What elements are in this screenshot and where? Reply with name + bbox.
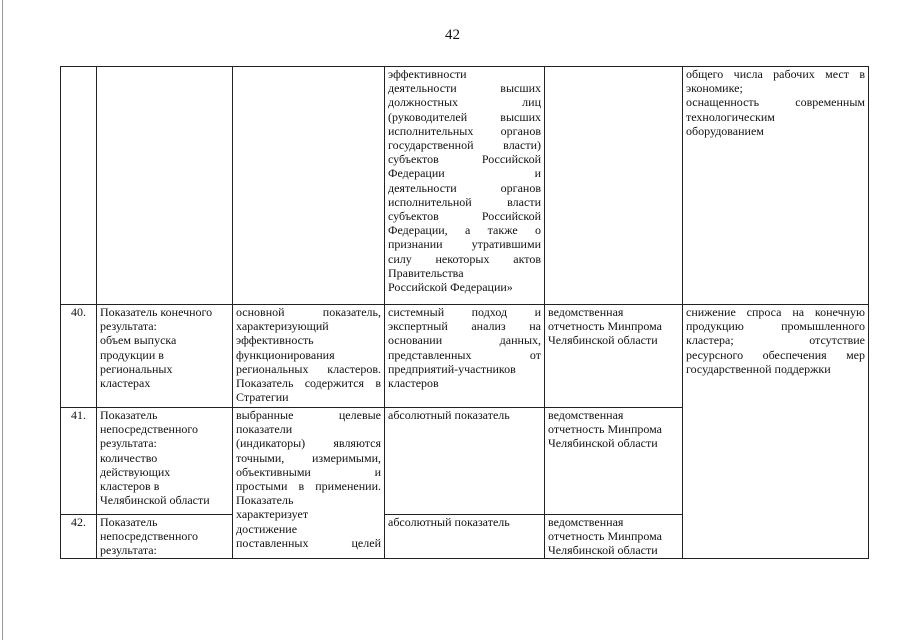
cell-line: оборудованием xyxy=(686,123,764,138)
cell-line: характеризующий xyxy=(236,319,329,334)
table-row xyxy=(61,67,869,305)
cell-line: Челябинской области xyxy=(548,436,658,451)
calculation-method-cell xyxy=(385,408,545,515)
cell-line: предприятий-участников xyxy=(388,361,516,376)
cell-line: показатели xyxy=(236,422,293,437)
cell-line: деятельности высших xyxy=(388,81,541,96)
cell-line: поставленных целей xyxy=(236,535,381,550)
calculation-method-cell xyxy=(385,515,545,559)
cell-line: экспертный анализ на xyxy=(388,319,541,334)
cell-line: признании утратившими xyxy=(388,237,541,252)
cell-line: продукцию промышленного xyxy=(686,319,865,334)
cell-line: Показатель содержится в xyxy=(236,376,381,391)
indicator-name-cell xyxy=(97,408,233,515)
calculation-method-cell xyxy=(385,67,545,305)
cell-line: достижение xyxy=(236,521,298,536)
cell-line: действующих xyxy=(100,464,171,479)
cell-line: непосредственного xyxy=(100,422,199,437)
cell-line: ведомственная xyxy=(548,408,624,422)
row-number-cell: 41. xyxy=(61,408,97,515)
indicator-name-cell xyxy=(97,515,233,559)
cell-line: объем выпуска xyxy=(100,333,177,348)
cell-line: (руководителей высших xyxy=(388,109,541,124)
cell-line: эффективность xyxy=(236,333,314,348)
cell-line: ресурсного обеспечения мер xyxy=(686,347,865,362)
cell-line: ведомственная xyxy=(548,515,624,529)
cell-line: результата: xyxy=(100,436,157,451)
cell-line: кластерах xyxy=(100,376,151,391)
cell-line: основной показатель, xyxy=(236,305,381,319)
cell-line: государственной поддержки xyxy=(686,361,831,376)
cell-line: оснащенность современным xyxy=(686,95,865,110)
cell-line: Показатель xyxy=(100,515,158,529)
cell-line: исполнительных органов xyxy=(388,123,541,138)
cell-line: отчетность Минпрома xyxy=(548,422,662,437)
cell-line: Челябинской области xyxy=(100,493,210,508)
cell-line: Федерации, а также о xyxy=(388,223,541,238)
indicator-name-cell xyxy=(97,305,233,408)
cell-line: абсолютный показатель xyxy=(388,515,510,529)
cell-line: простыми в применении. xyxy=(236,479,381,494)
cell-line: результата: xyxy=(100,319,157,334)
calculation-method-cell xyxy=(385,305,545,408)
cell-line: технологическим xyxy=(686,109,775,124)
cell-line: отчетность Минпрома xyxy=(548,529,662,544)
cell-line: эффективности xyxy=(388,67,467,81)
page-number: 42 xyxy=(445,27,460,43)
table-row xyxy=(61,305,869,408)
cell-line: абсолютный показатель xyxy=(388,408,510,422)
cell-line: ведомственная xyxy=(548,305,624,319)
cell-line: общего числа рабочих мест в xyxy=(686,67,865,81)
indicator-description-cell xyxy=(233,67,385,305)
data-source-cell xyxy=(545,408,683,515)
cell-line: основании данных, xyxy=(388,333,541,348)
cell-line: характеризует xyxy=(236,507,309,522)
cell-line: Показатель конечного xyxy=(100,305,213,319)
cell-line: отчетность Минпрома xyxy=(548,319,662,334)
cell-line: объективными и xyxy=(236,464,381,479)
cell-line: точными, измеримыми, xyxy=(236,450,381,465)
cell-line: Челябинской области xyxy=(548,543,658,558)
indicator-description-cell xyxy=(233,408,385,559)
cell-line: государственной власти) xyxy=(388,138,541,153)
risk-factors-cell xyxy=(683,305,869,559)
risk-factors-cell xyxy=(683,67,869,305)
cell-line: снижение спроса на конечную xyxy=(686,305,865,319)
cell-line: функционирования xyxy=(236,347,335,362)
cell-line: субъектов Российской xyxy=(388,152,541,167)
cell-line: Стратегии xyxy=(236,390,289,405)
cell-line: Российской Федерации» xyxy=(388,280,513,295)
cell-line: региональных xyxy=(100,361,173,376)
cell-line: Челябинской области xyxy=(548,333,658,348)
page-edge-line xyxy=(2,0,3,640)
data-source-cell xyxy=(545,515,683,559)
cell-line: Показатель xyxy=(100,408,158,422)
indicator-name-cell xyxy=(97,67,233,305)
cell-line: должностных лиц xyxy=(388,95,541,110)
cell-line: кластеров xyxy=(388,376,439,391)
data-source-cell xyxy=(545,305,683,408)
data-source-cell xyxy=(545,67,683,305)
cell-line: кластера; отсутствие xyxy=(686,333,865,348)
cell-line: Показатель xyxy=(236,493,294,508)
cell-line: непосредственного xyxy=(100,529,199,544)
cell-line: Правительства xyxy=(388,265,464,280)
cell-line: представленных от xyxy=(388,347,541,362)
cell-line: деятельности органов xyxy=(388,180,541,195)
cell-line: кластеров в xyxy=(100,479,160,494)
cell-line: экономике; xyxy=(686,81,743,96)
row-number-cell xyxy=(61,67,97,305)
row-number-cell: 40. xyxy=(61,305,97,408)
row-number-cell: 42. xyxy=(61,515,97,559)
cell-line: выбранные целевые xyxy=(236,408,381,422)
cell-line: системный подход и xyxy=(388,305,541,319)
cell-line: силу некоторых актов xyxy=(388,251,541,266)
cell-line: количество xyxy=(100,450,158,465)
cell-line: продукции в xyxy=(100,347,164,362)
cell-line: Федерации и xyxy=(388,166,541,181)
indicator-description-cell xyxy=(233,305,385,408)
cell-line: (индикаторы) являются xyxy=(236,436,381,451)
cell-line: региональных кластеров. xyxy=(236,361,381,376)
indicators-table xyxy=(60,66,869,559)
cell-line: исполнительной власти xyxy=(388,194,541,209)
cell-line: субъектов Российской xyxy=(388,209,541,224)
cell-line: результата: xyxy=(100,543,157,558)
